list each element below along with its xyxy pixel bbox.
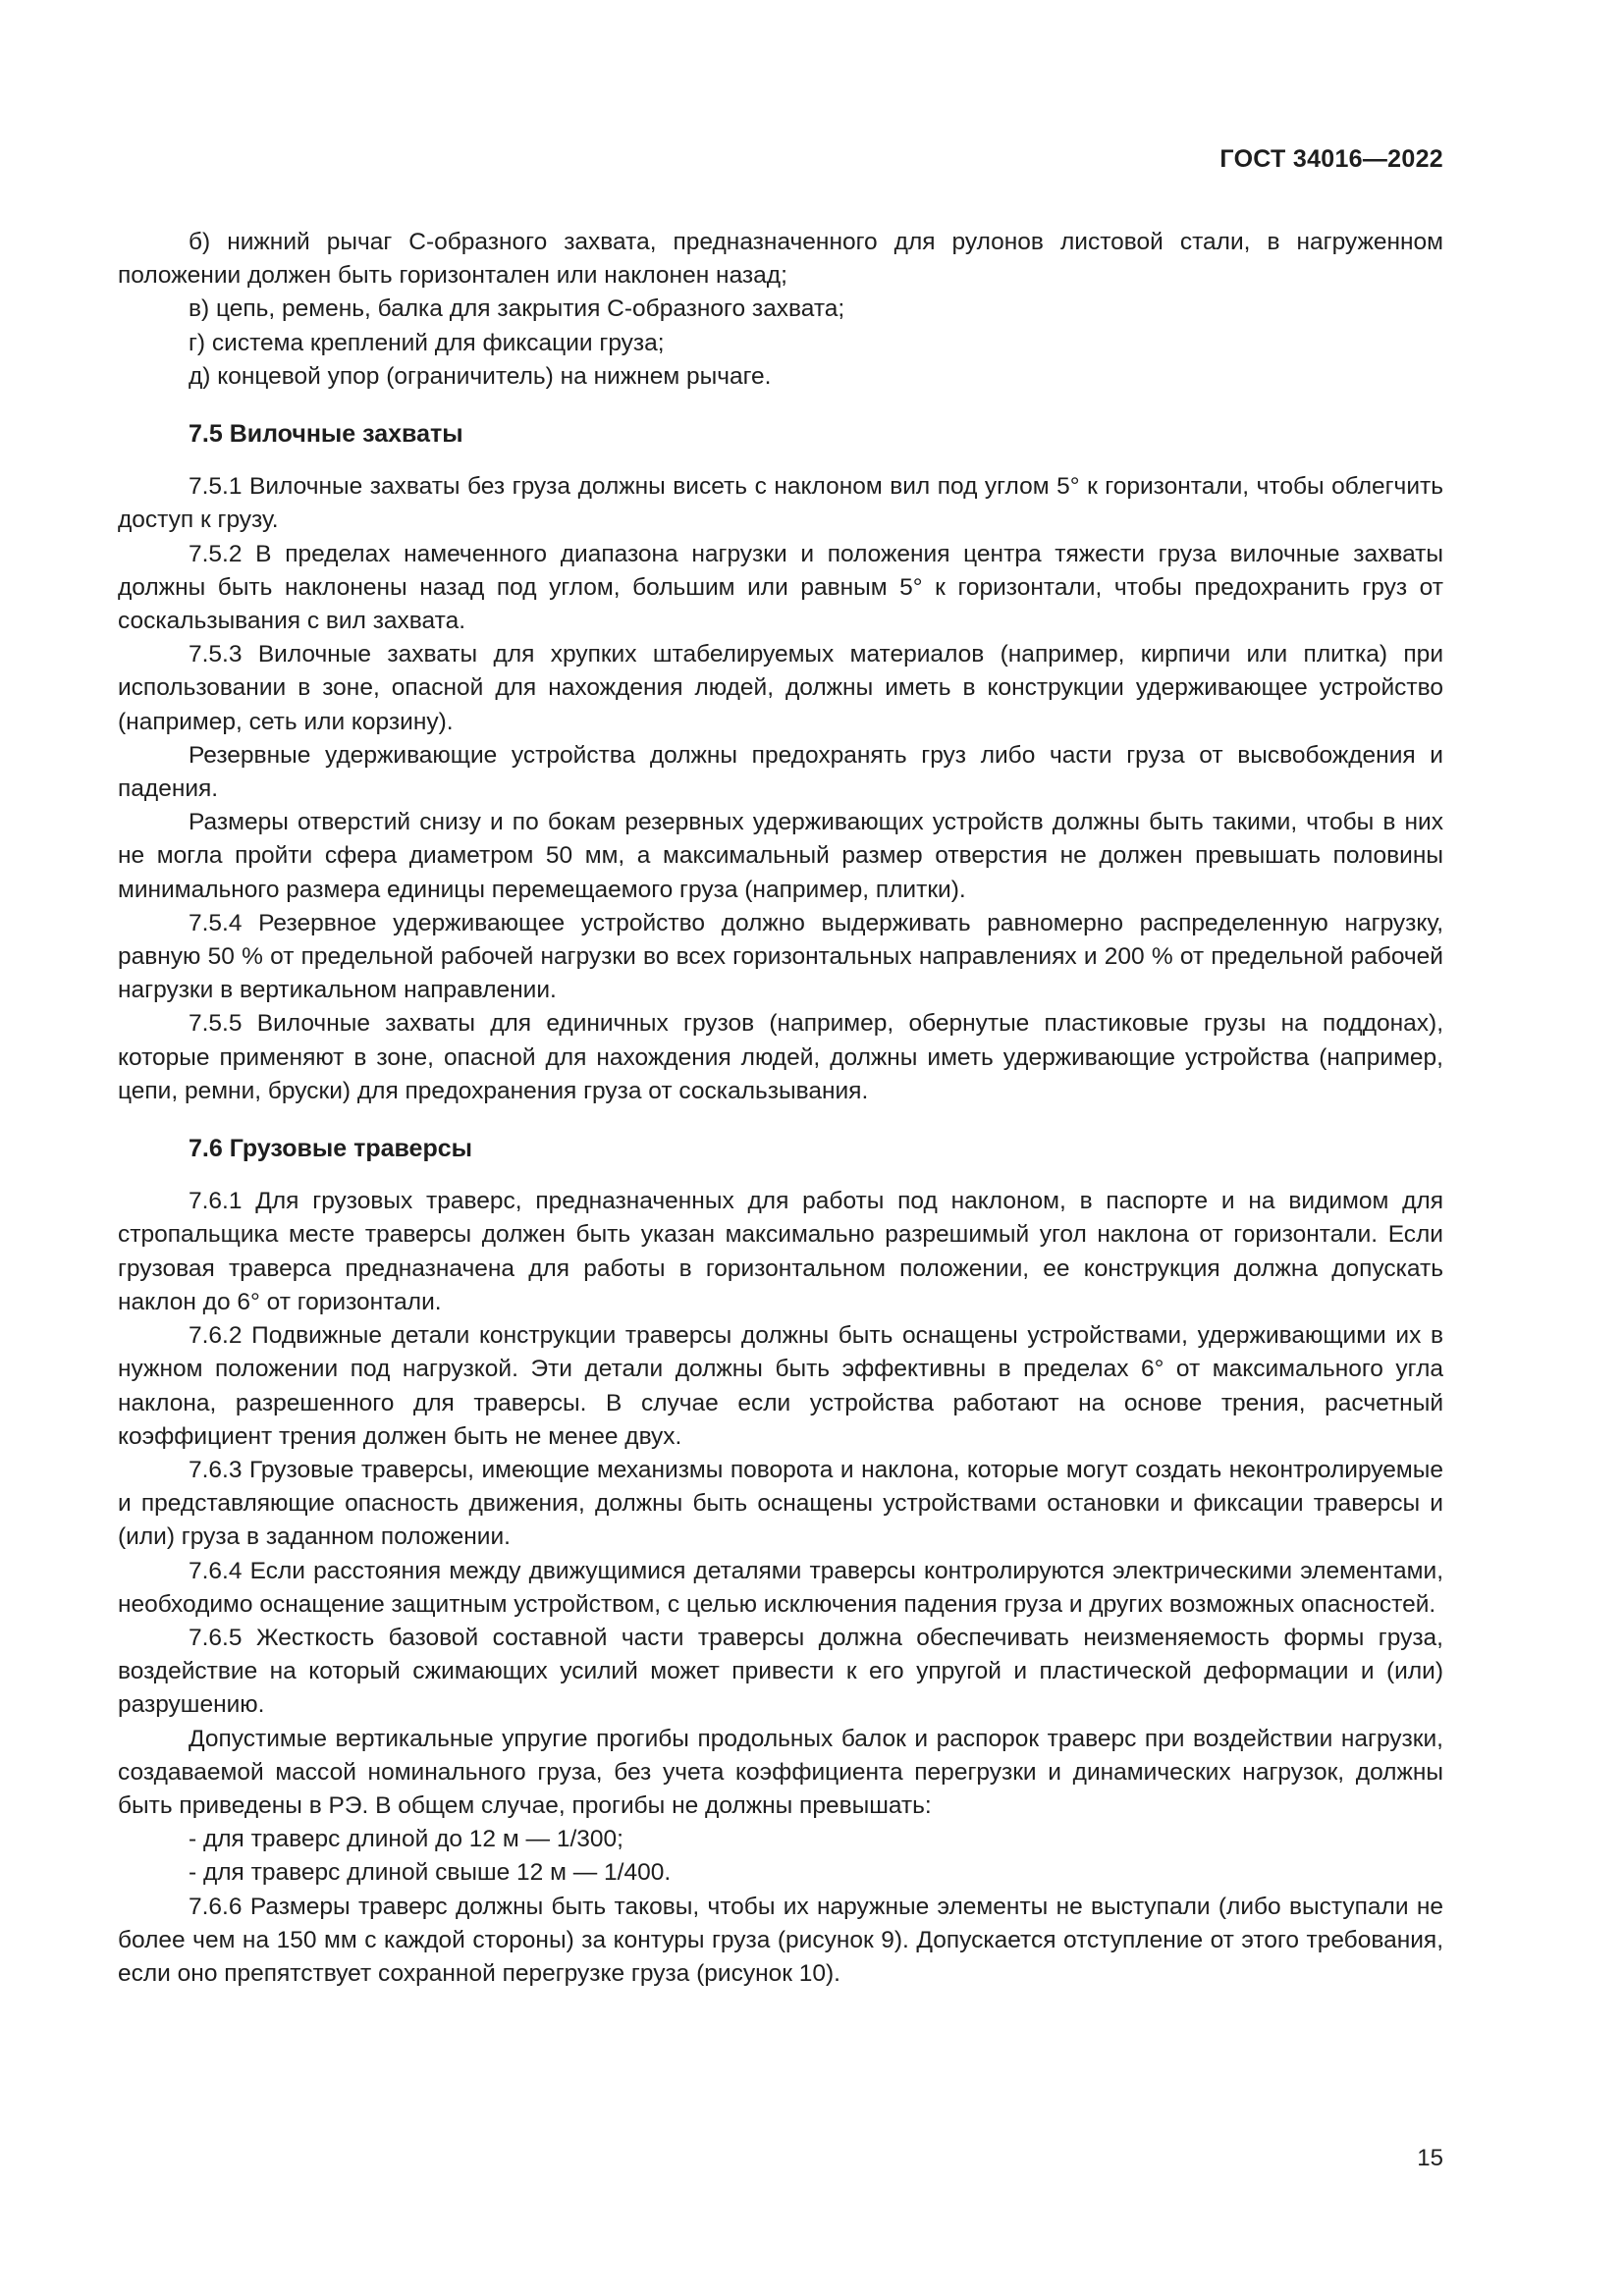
paragraph-7-6-4: 7.6.4 Если расстояния между движущимися деталями траверсы контролируются электрическими элементами, необходимо оснащение защитным устройством, с целью исключения падения груза и других возможных опасностей. xyxy=(118,1557,1443,1618)
section-heading-7-5: 7.5 Вилочные захваты xyxy=(189,420,463,449)
document-body xyxy=(118,226,1443,1991)
page-number: 15 xyxy=(1417,2145,1443,2171)
paragraph-7-6-6: 7.6.6 Размеры траверс должны быть таковы, чтобы их наружные элементы не выступали (либо выступали не более чем на 150 мм с каждой стороны) за контуры груза (рисунок 9). Допускается отступление от этого требования, если оно препятствует сохранной перегрузке груза (рисунок 10). xyxy=(118,1893,1443,1987)
paragraph-reserve-devices: Резервные удерживающие устройства должны предохранять груз либо части груза от высвобождения и падения. xyxy=(118,741,1443,803)
paragraph-7-5-3: 7.5.3 Вилочные захваты для хрупких штабелируемых материалов (например, кирпичи или плитка) при использовании в зоне, опасной для нахождения людей, должны иметь в конструкции удерживающее устройство (например, сеть или корзину). xyxy=(118,641,1443,735)
list-item-b: б) нижний рычаг С-образного захвата, предназначенного для рулонов листовой стали, в нагруженном положении должен быть горизонтален или наклонен назад; xyxy=(118,229,1443,290)
document-code-header: ГОСТ 34016—2022 xyxy=(1219,145,1443,173)
section-heading-7-6: 7.6 Грузовые траверсы xyxy=(189,1135,472,1163)
list-item-v: в) цепь, ремень, балка для закрытия С-образного захвата; xyxy=(189,295,845,323)
paragraph-7-5-4: 7.5.4 Резервное удерживающее устройство должно выдерживать равномерно распределенную нагрузку, равную 50 % от предельной рабочей нагрузки во всех горизонтальных направлениях и 200 % от предельной рабочей нагрузки в вертикальном направлении. xyxy=(118,909,1443,1004)
paragraph-7-6-1: 7.6.1 Для грузовых траверс, предназначенных для работы под наклоном, в паспорте и на видимом для стропальщика месте траверсы должен быть указан максимально разрешимый угол наклона от горизонтали. Если грузовая траверса предназначена для работы в горизонтальном положении, ее конструкция должна допускать наклон до 6° от горизонтали. xyxy=(118,1188,1443,1315)
paragraph-7-6-5: 7.6.5 Жесткость базовой составной части траверсы должна обеспечивать неизменяемость формы груза, воздействие на который сжимающих усилий может привести к его упругой и пластической деформации и (или) разрушению. xyxy=(118,1624,1443,1719)
deflection-list-item-1: - для траверс длиной до 12 м — 1/300; xyxy=(189,1826,623,1853)
paragraph-7-5-2: 7.5.2 В пределах намеченного диапазона нагрузки и положения центра тяжести груза вилочные захваты должны быть наклонены назад под углом, большим или равным 5° к горизонтали, чтобы предохранить груз от соскальзывания с вил захвата. xyxy=(118,540,1443,635)
paragraph-7-5-1: 7.5.1 Вилочные захваты без груза должны висеть с наклоном вил под углом 5° к горизонтали, чтобы облегчить доступ к грузу. xyxy=(118,473,1443,534)
paragraph-7-5-5: 7.5.5 Вилочные захваты для единичных грузов (например, обернутые пластиковые грузы на поддонах), которые применяют в зоне, опасной для нахождения людей, должны иметь удерживающие устройства (например, цепи, ремни, бруски) для предохранения груза от соскальзывания. xyxy=(118,1010,1443,1104)
paragraph-7-6-3: 7.6.3 Грузовые траверсы, имеющие механизмы поворота и наклона, которые могут создать неконтролируемые и представляющие опасность движения, должны быть оснащены устройствами остановки и фиксации траверсы и (или) груза в заданном положении. xyxy=(118,1456,1443,1551)
paragraph-opening-sizes: Размеры отверстий снизу и по бокам резервных удерживающих устройств должны быть такими, чтобы в них не могла пройти сфера диаметром 50 мм, а максимальный размер отверстия не должен превышать половины минимального размера единицы перемещаемого груза (например, плитки). xyxy=(118,809,1443,903)
deflection-list-item-2: - для траверс длиной свыше 12 м — 1/400. xyxy=(189,1859,672,1887)
paragraph-deflections: Допустимые вертикальные упругие прогибы продольных балок и распорок траверс при воздействии нагрузки, создаваемой массой номинального груза, без учета коэффициента перегрузки и динамических нагрузок, должны быть приведены в РЭ. В общем случае, прогибы не должны превышать: xyxy=(118,1725,1443,1819)
list-item-d: д) концевой упор (ограничитель) на нижнем рычаге. xyxy=(189,362,772,390)
list-item-g: г) система креплений для фиксации груза; xyxy=(189,329,665,356)
paragraph-7-6-2: 7.6.2 Подвижные детали конструкции траверсы должны быть оснащены устройствами, удерживающими их в нужном положении под нагрузкой. Эти детали должны быть эффективны в пределах 6° от максимального угла наклона, разрешенного для траверсы. В случае если устройства работают на основе трения, расчетный коэффициент трения должен быть не менее двух. xyxy=(118,1322,1443,1450)
